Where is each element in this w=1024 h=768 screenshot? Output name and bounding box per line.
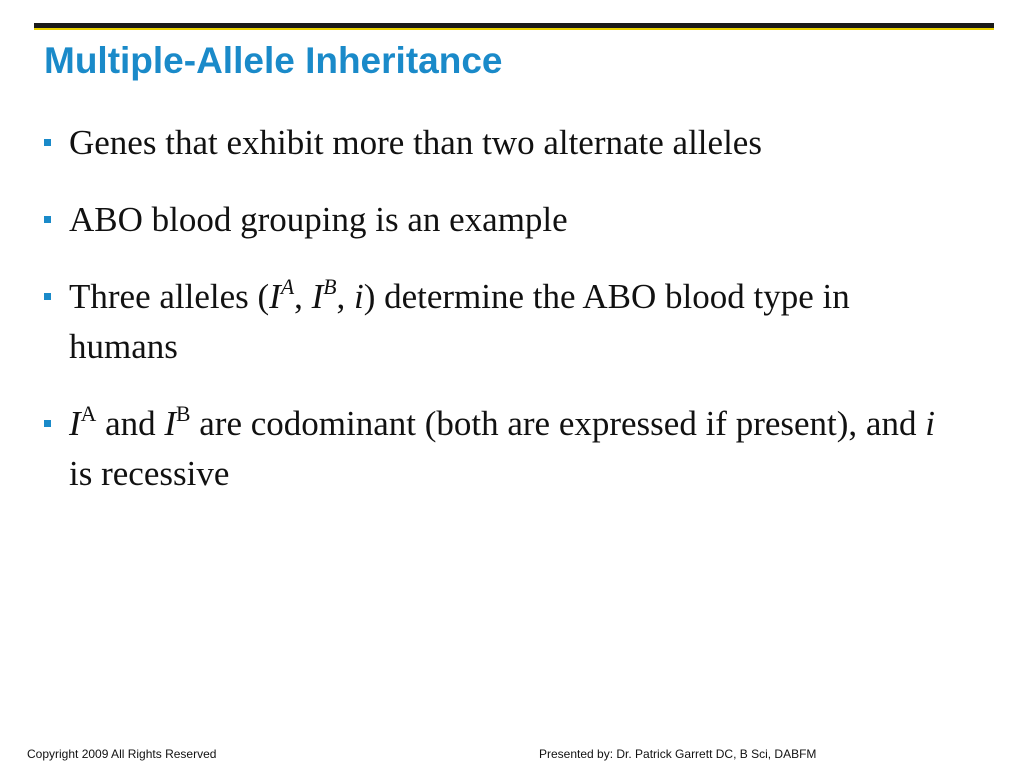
bullet-text-part: ) determine the ABO blood type in humans (69, 277, 850, 366)
bullet-item-3 (44, 272, 944, 372)
square-bullet-icon (44, 216, 51, 223)
bullet-text-part: Three alleles ( (69, 277, 270, 316)
bullet-text-part: are codominant (both are expressed if present), and (190, 404, 926, 443)
bullet-text-part: is recessive (69, 454, 230, 493)
bullet-text: Genes that exhibit more than two alternate alleles (69, 123, 762, 162)
bullet-list (44, 118, 944, 499)
bullet-text: ABO blood grouping is an example (69, 200, 568, 239)
allele-symbol: i (925, 404, 935, 443)
allele-superscript: B (176, 402, 191, 427)
footer-presenter: Presented by: Dr. Patrick Garrett DC, B Sci, DABFM (539, 747, 817, 761)
footer-copyright: Copyright 2009 All Rights Reserved (27, 747, 217, 761)
square-bullet-icon (44, 420, 51, 427)
allele-symbol: I (69, 404, 81, 443)
top-rule-accent (34, 28, 994, 30)
slide-title: Multiple-Allele Inheritance (44, 40, 503, 81)
bullet-item-2 (44, 195, 944, 245)
square-bullet-icon (44, 139, 51, 146)
allele-symbol: i (353, 277, 364, 316)
allele-symbol: I (269, 277, 281, 316)
bullet-text-part: and (96, 404, 165, 443)
allele-superscript: B (323, 275, 337, 300)
bullet-text-part: , (336, 277, 354, 316)
allele-superscript: A (280, 275, 295, 300)
square-bullet-icon (44, 293, 51, 300)
allele-superscript: A (80, 402, 97, 427)
bullet-item-1 (44, 118, 944, 168)
bullet-text-part: , (294, 277, 312, 316)
allele-symbol: I (311, 277, 324, 316)
bullet-item-4 (44, 399, 944, 499)
allele-symbol: I (164, 404, 177, 443)
